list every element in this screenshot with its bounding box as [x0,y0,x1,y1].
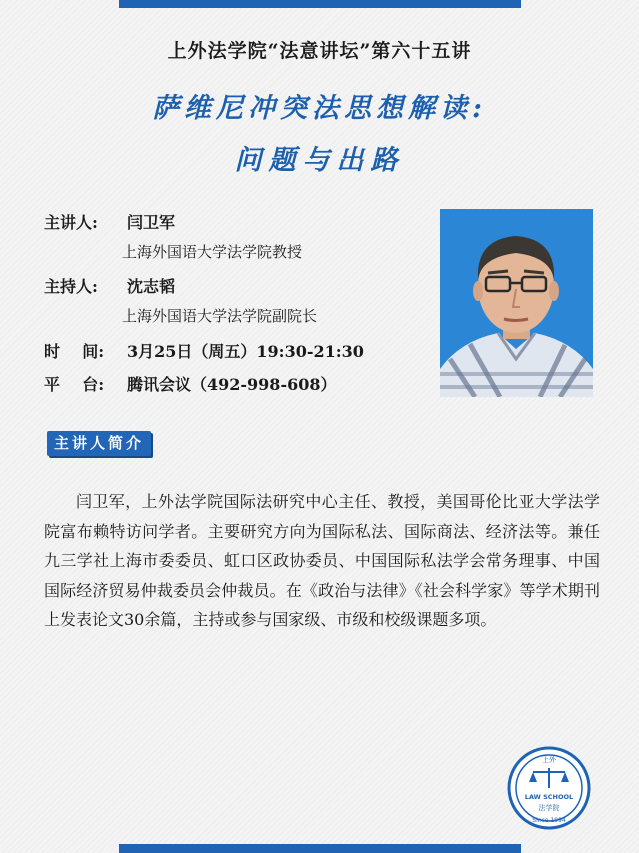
top-accent-bar [119,0,521,8]
svg-text:LAW SCHOOL: LAW SCHOOL [524,793,574,801]
lecture-title-line2: 问题与出路 [234,145,405,176]
law-school-seal-icon [507,746,591,830]
speaker-affiliation: 上海外国语大学法学院教授 [122,243,303,261]
svg-text:上外: 上外 [542,756,556,764]
time-label: 时 间: [44,342,105,361]
time-value: 3月25日（周五）19:30-21:30 [127,342,364,361]
host-row [44,274,175,297]
lecture-series-title: 上外法学院“法意讲坛”第六十五讲 [167,40,472,62]
svg-text:法学院: 法学院 [538,804,560,812]
svg-text:Since 1994: Since 1994 [532,817,566,824]
host-label: 主持人: [44,277,98,296]
speaker-row [44,210,175,233]
bottom-accent-bar [119,844,521,853]
host-name: 沈志韬 [127,277,176,296]
speaker-bio: 闫卫军，上外法学院国际法研究中心主任、教授，美国哥伦比亚大学法学院富布赖特访问学者。主要研究方向为国际私法、国际商法、经济法等。兼任九三学社上海市委委员、虹口区政协委员、中国国际私法学会常务理事、中国国际经济贸易仲裁委员会仲裁员。在《政治与法律》《社会科学家》等学术期刊上发表论文30余篇，主持或参与国家级、市级和校级课题多项。 [44,492,600,629]
speaker-name: 闫卫军 [127,213,176,232]
platform-label: 平 台: [44,375,105,394]
speaker-label: 主讲人: [44,213,98,232]
lecture-title-line1: 萨维尼冲突法思想解读: [152,93,487,124]
platform-value: 腾讯会议（492-998-608） [127,375,337,394]
speaker-portrait-illustration [440,209,593,397]
speaker-photo [440,209,593,397]
platform-row [44,372,336,395]
law-school-logo [507,746,591,830]
time-row [44,339,364,362]
section-title-speaker-bio: 主讲人简介 [47,431,151,456]
host-affiliation: 上海外国语大学法学院副院长 [122,307,318,325]
